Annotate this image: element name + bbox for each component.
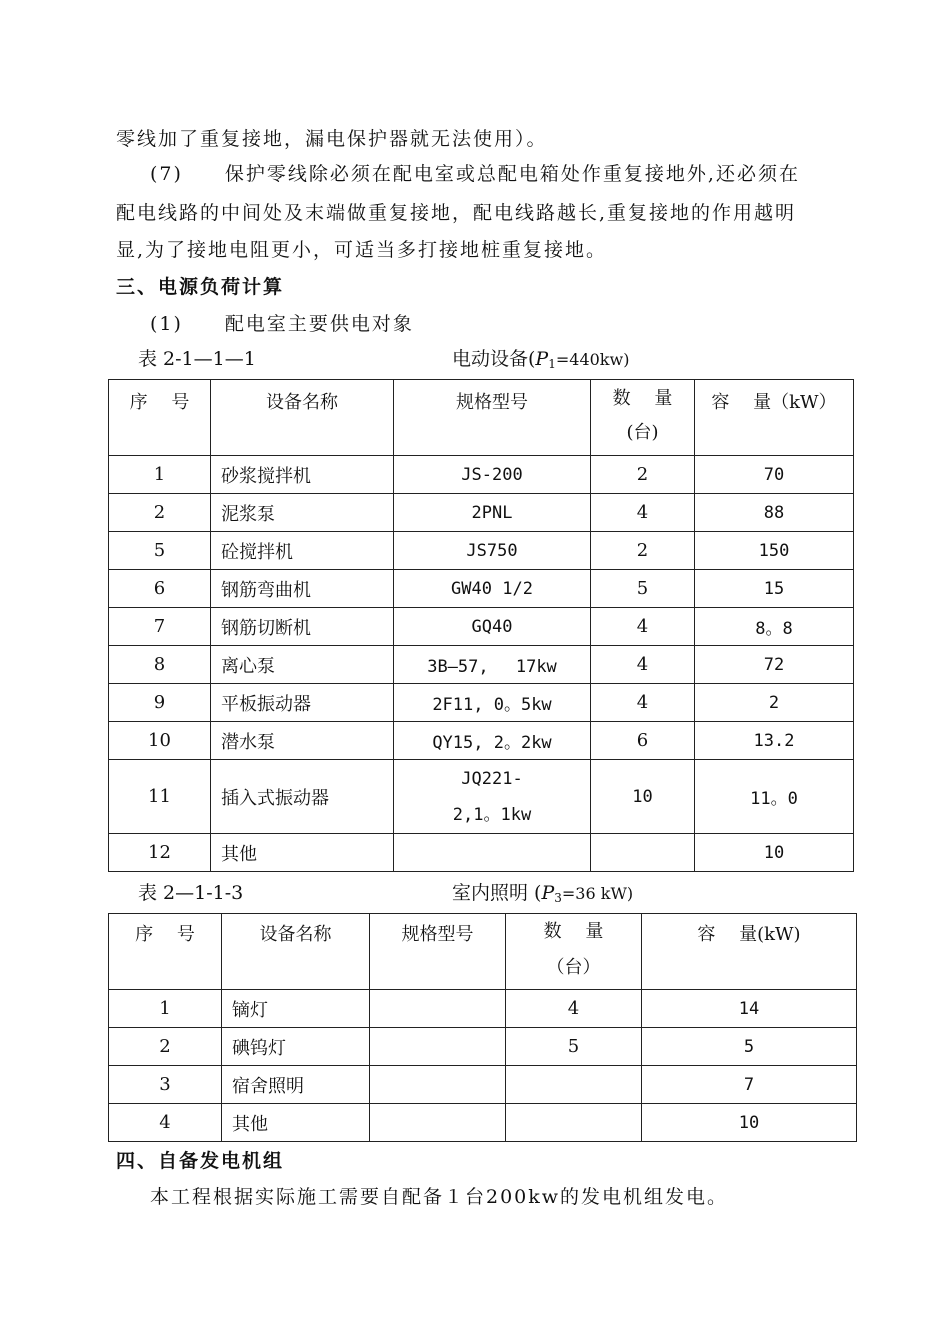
- cell-cap: 10: [695, 834, 854, 872]
- cell-qty: 4: [591, 608, 695, 646]
- cell-cap: 15: [695, 570, 854, 608]
- section-heading-generator: 四、自备发电机组: [116, 1150, 285, 1172]
- table1-caption-label: 电动设备(: [452, 348, 536, 370]
- cell-qty: 2: [591, 532, 695, 570]
- cell-qty: [591, 834, 695, 872]
- cell-cap: 10: [642, 1104, 857, 1142]
- table1-header-name: 设备名称: [211, 380, 394, 456]
- cell-name: 其他: [211, 834, 394, 872]
- cell-spec: [370, 1028, 506, 1066]
- table2-header-qty-b: （台）: [546, 957, 601, 978]
- table2-header-qty-a: 数 量: [543, 921, 604, 942]
- table1-header-seq: 序 号: [109, 380, 211, 456]
- cell-seq: 11: [109, 760, 211, 834]
- cell-qty: [506, 1104, 642, 1142]
- cell-cap: 11。0: [695, 760, 854, 834]
- cell-spec: QY15, 2。2kw: [394, 722, 591, 760]
- cell-qty: 6: [591, 722, 695, 760]
- cell-qty: 4: [506, 990, 642, 1028]
- cell-seq: 1: [109, 990, 222, 1028]
- table-row: [109, 990, 857, 1028]
- cell-qty: 5: [506, 1028, 642, 1066]
- table2-header-qty: [506, 914, 642, 990]
- cell-cap: 14: [642, 990, 857, 1028]
- cell-qty: 4: [591, 494, 695, 532]
- table-row: [109, 494, 854, 532]
- cell-seq: 2: [109, 494, 211, 532]
- table2-caption-id: 表 2—1-1-3: [138, 882, 244, 904]
- table-row: [109, 456, 854, 494]
- cell-seq: 8: [109, 646, 211, 684]
- cell-name: 插入式振动器: [211, 760, 394, 834]
- table-row: [109, 570, 854, 608]
- table2-caption-p: P: [541, 882, 555, 904]
- table-indoor-lighting: [108, 913, 857, 1142]
- table-row: [109, 646, 854, 684]
- cell-name: 平板振动器: [211, 684, 394, 722]
- table1-caption-title: [452, 344, 629, 371]
- cell-name: 宿舍照明: [222, 1066, 370, 1104]
- cell-name: 钢筋弯曲机: [211, 570, 394, 608]
- cell-seq: 2: [109, 1028, 222, 1066]
- cell-qty: 4: [591, 684, 695, 722]
- table1-header-cap: 容 量（kW）: [695, 380, 854, 456]
- cell-qty: 2: [591, 456, 695, 494]
- cell-spec: GQ40: [394, 608, 591, 646]
- table1-caption-id: 表 2-1—1—1: [138, 348, 256, 370]
- table-row: [109, 608, 854, 646]
- cell-spec-line-1: JQ221-: [461, 768, 523, 789]
- paragraph-generator: 本工程根据实际施工需要自配备１台200kw的发电机组发电。: [150, 1186, 729, 1208]
- paragraph-continuation: 零线加了重复接地，漏电保护器就无法使用）。: [116, 128, 548, 150]
- cell-qty: 5: [591, 570, 695, 608]
- cell-spec: [370, 1104, 506, 1142]
- table1-header-qty-b: (台): [626, 422, 659, 443]
- table2-header-cap: 容 量(kW): [642, 914, 857, 990]
- table1-caption-p: P: [535, 348, 549, 370]
- cell-qty: 4: [591, 646, 695, 684]
- cell-spec: [370, 1066, 506, 1104]
- cell-spec: JS750: [394, 532, 591, 570]
- cell-spec: JS-200: [394, 456, 591, 494]
- cell-spec-line-2: 2,1。1kw: [452, 804, 532, 825]
- cell-name: 泥浆泵: [211, 494, 394, 532]
- cell-name: 其他: [222, 1104, 370, 1142]
- table1-header-row: [109, 380, 854, 456]
- cell-seq: 1: [109, 456, 211, 494]
- cell-qty: 10: [591, 760, 695, 834]
- cell-seq: 3: [109, 1066, 222, 1104]
- table2-caption-value: =36 kW): [561, 884, 634, 903]
- cell-seq: 6: [109, 570, 211, 608]
- table2-header-spec: 规格型号: [370, 914, 506, 990]
- table2-caption-sub: 3: [554, 891, 562, 905]
- table1-header-qty-a: 数 量: [612, 388, 673, 409]
- cell-cap: 2: [695, 684, 854, 722]
- paragraph-item-7-line-3: 显,为了接地电阻更小，可适当多打接地桩重复接地。: [116, 239, 608, 261]
- table2-header-seq: 序 号: [109, 914, 222, 990]
- cell-qty: [506, 1066, 642, 1104]
- table-row: [109, 760, 854, 834]
- cell-name: 镝灯: [222, 990, 370, 1028]
- cell-name: 钢筋切断机: [211, 608, 394, 646]
- cell-name: 碘钨灯: [222, 1028, 370, 1066]
- cell-name: 砼搅拌机: [211, 532, 394, 570]
- cell-name: 离心泵: [211, 646, 394, 684]
- paragraph-item-7-line-2: 配电线路的中间处及末端做重复接地，配电线路越长,重复接地的作用越明: [116, 202, 797, 224]
- cell-seq: 5: [109, 532, 211, 570]
- table1-header-qty: [591, 380, 695, 456]
- cell-cap: 72: [695, 646, 854, 684]
- table-row: [109, 532, 854, 570]
- table-row: [109, 834, 854, 872]
- cell-spec: 2F11, 0。5kw: [394, 684, 591, 722]
- subsection-heading: (1) 配电室主要供电对象: [150, 313, 414, 335]
- cell-spec: [370, 990, 506, 1028]
- cell-cap: 70: [695, 456, 854, 494]
- cell-spec: [394, 834, 591, 872]
- table-row: [109, 1104, 857, 1142]
- table-row: [109, 684, 854, 722]
- cell-seq: 12: [109, 834, 211, 872]
- cell-name: 潜水泵: [211, 722, 394, 760]
- cell-seq: 4: [109, 1104, 222, 1142]
- cell-cap: 13.2: [695, 722, 854, 760]
- table-electric-equipment: [108, 379, 854, 872]
- table2-caption-title: [452, 878, 633, 905]
- section-heading-power-load: 三、电源负荷计算: [116, 276, 285, 298]
- paragraph-item-7-line-1: (7) 保护零线除必须在配电室或总配电箱处作重复接地外,还必须在: [150, 163, 800, 185]
- cell-spec: [394, 760, 591, 834]
- cell-cap: 5: [642, 1028, 857, 1066]
- cell-cap: 7: [642, 1066, 857, 1104]
- cell-spec: GW40 1/2: [394, 570, 591, 608]
- cell-name: 砂浆搅拌机: [211, 456, 394, 494]
- table1-caption-value: =440kw): [555, 350, 630, 369]
- table2-caption-label: 室内照明 (: [452, 882, 542, 904]
- cell-seq: 10: [109, 722, 211, 760]
- table1-header-spec: 规格型号: [394, 380, 591, 456]
- table-row: [109, 1066, 857, 1104]
- table-row: [109, 1028, 857, 1066]
- table2-header-name: 设备名称: [222, 914, 370, 990]
- table1-caption-sub: 1: [548, 357, 556, 371]
- table2-header-row: [109, 914, 857, 990]
- cell-seq: 9: [109, 684, 211, 722]
- cell-cap: 88: [695, 494, 854, 532]
- cell-spec: 3B—57, 17kw: [394, 646, 591, 684]
- cell-spec: 2PNL: [394, 494, 591, 532]
- cell-seq: 7: [109, 608, 211, 646]
- table-row: [109, 722, 854, 760]
- cell-cap: 150: [695, 532, 854, 570]
- cell-cap: 8。8: [695, 608, 854, 646]
